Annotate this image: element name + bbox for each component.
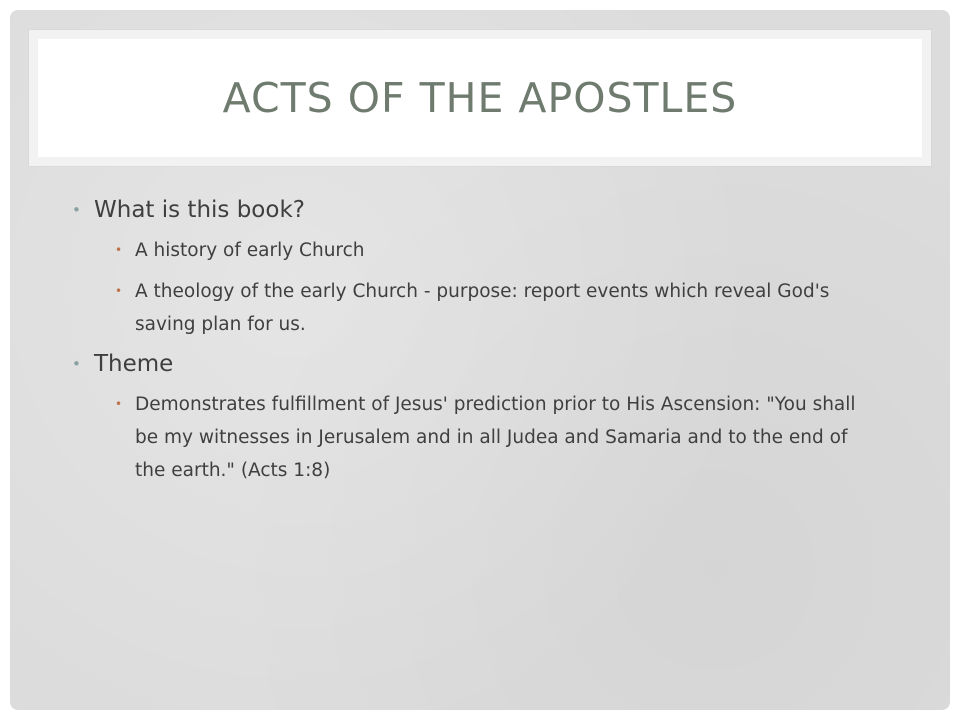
section-theme [72, 348, 882, 487]
bullet-text: Demonstrates fulfillment of Jesus' prediction prior to His Ascension: "You shall be my witnesses in Jerusalem and in all Judea and Samaria and to the end of the earth." (Acts 1:8) [135, 394, 856, 481]
bullet-level2 [72, 234, 882, 267]
section-heading: Theme [94, 351, 174, 377]
sub-bullet-list [72, 234, 882, 341]
slide [10, 10, 950, 710]
title-frame [29, 30, 931, 166]
bullet-dot-icon: • [72, 201, 81, 219]
slide-body [72, 194, 882, 487]
bullet-level2 [72, 388, 882, 487]
bullet-level1 [72, 348, 882, 380]
bullet-dot-icon: • [72, 355, 81, 373]
bullet-dot-icon: • [115, 243, 123, 257]
section-heading: What is this book? [94, 197, 305, 223]
bullet-level1 [72, 194, 882, 226]
bullet-dot-icon: • [115, 284, 123, 298]
bullet-dot-icon: • [115, 397, 123, 411]
bullet-text: A history of early Church [135, 240, 365, 261]
sub-bullet-list [72, 388, 882, 487]
bullet-text: A theology of the early Church - purpose: report events which reveal God's saving plan for us. [135, 281, 830, 335]
title-box [38, 39, 922, 157]
slide-title: ACTS OF THE APOSTLES [222, 74, 738, 122]
bullet-level2 [72, 275, 882, 341]
section-what-is-this-book [72, 194, 882, 341]
